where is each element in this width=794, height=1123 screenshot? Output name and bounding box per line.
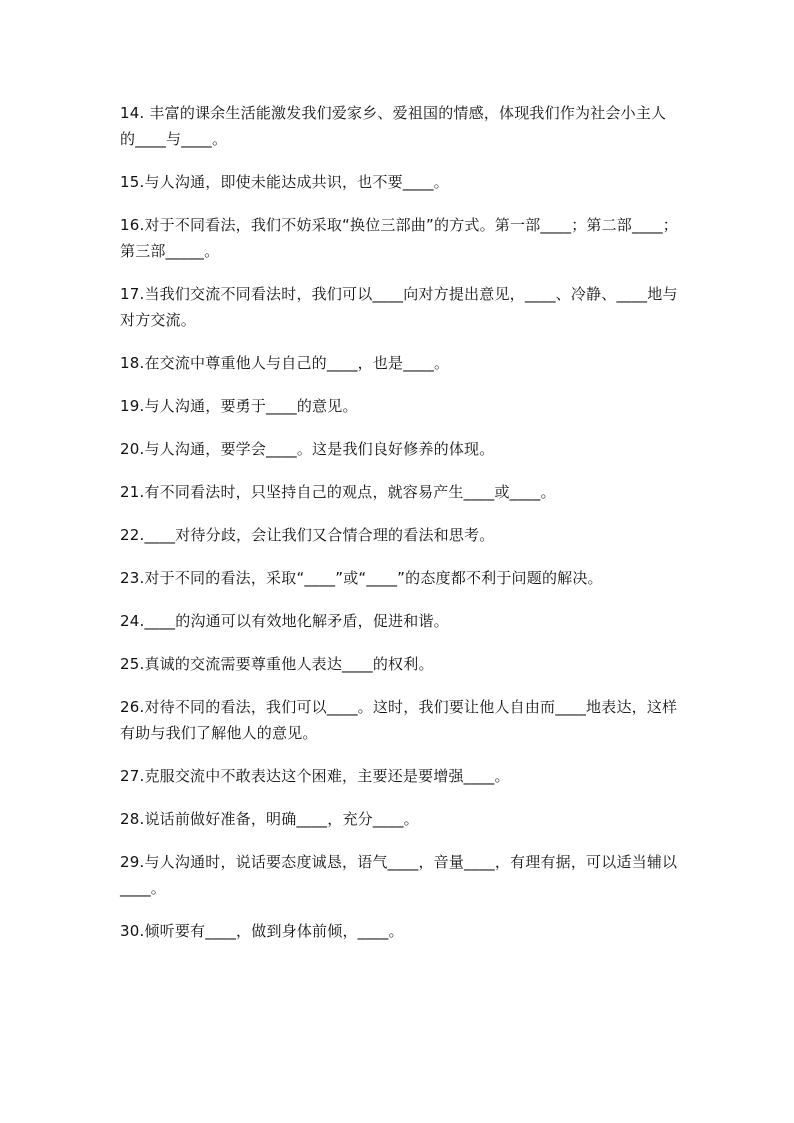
question-item-22: 22.____对待分歧，会让我们又合情合理的看法和思考。 (120, 526, 495, 544)
question-item-23: 23.对于不同的看法，采取“____”或“____”的态度都不利于问题的解决。 (120, 569, 603, 587)
question-item-21: 21.有不同看法时，只坚持自己的观点，就容易产生____或____。 (120, 483, 556, 501)
question-item-26: 26.对待不同的看法，我们可以____。这时，我们要让他人自由而____地表达，这样有助与我们了解他人的意见。 (120, 698, 678, 742)
question-item-16: 16.对于不同看法，我们不妨采取“换位三部曲”的方式。第一部____；第二部____；第三部_____。 (120, 216, 678, 260)
question-item-15: 15.与人沟通，即使未能达成共识，也不要____。 (120, 173, 449, 191)
question-item-25: 25.真诚的交流需要尊重他人表达____的权利。 (120, 655, 434, 673)
question-list (120, 100, 680, 961)
question-item-29: 29.与人沟通时，说话要态度诚恳，语气____，音量____，有理有据，可以适当辅以____。 (120, 853, 678, 897)
question-item-24: 24.____的沟通可以有效地化解矛盾，促进和谐。 (120, 612, 449, 630)
question-item-30: 30.倾听要有____，做到身体前倾，____。 (120, 922, 404, 940)
question-item-20: 20.与人沟通，要学会____。这是我们良好修养的体现。 (120, 440, 495, 458)
question-item-18: 18.在交流中尊重他人与自己的____，也是____。 (120, 354, 450, 372)
question-item-19: 19.与人沟通，要勇于____的意见。 (120, 397, 358, 415)
question-item-17: 17.当我们交流不同看法时，我们可以____向对方提出意见，____、冷静、____地与对方交流。 (120, 285, 678, 329)
question-item-27: 27.克服交流中不敢表达这个困难，主要还是要增强____。 (120, 767, 510, 785)
question-item-28: 28.说话前做好准备，明确____，充分____。 (120, 810, 419, 828)
question-item-14: 14. 丰富的课余生活能激发我们爱家乡、爱祖国的情感，体现我们作为社会小主人的____与____。 (120, 104, 667, 148)
